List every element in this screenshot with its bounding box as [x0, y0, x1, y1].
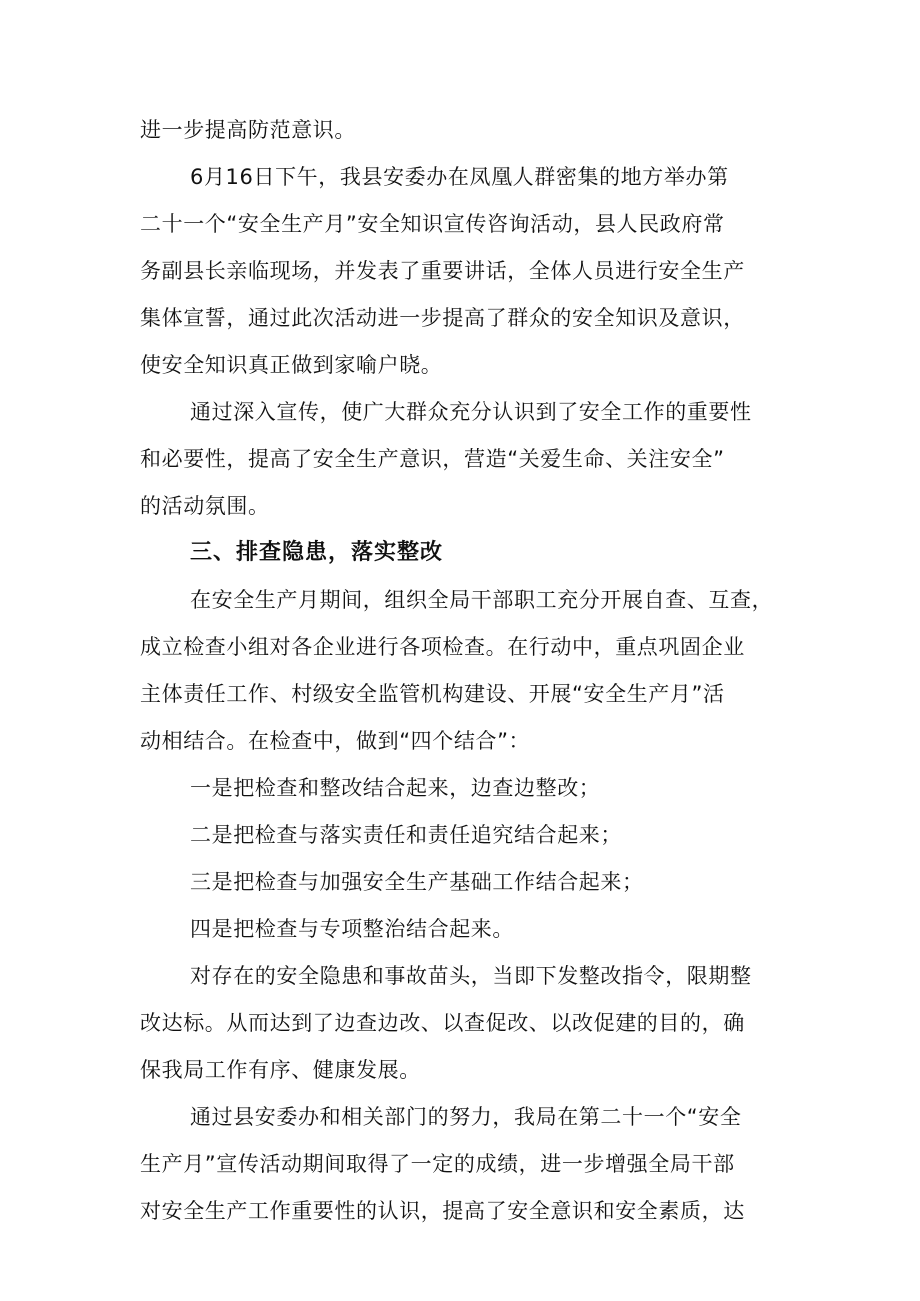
- body-text-line: 动相结合。在检查中，做到“四个结合”：: [140, 729, 531, 753]
- list-item-3: 三是把检查与加强安全生产基础工作结合起来；: [190, 870, 644, 894]
- body-text-line: 主体责任工作、村级安全监管机构建设、开展“安全生产月”活: [140, 682, 725, 706]
- list-item-2: 二是把检查与落实责任和责任追究结合起来；: [190, 823, 622, 847]
- body-text-line: 生产月”宣传活动期间取得了一定的成绩，进一步增强全局干部: [140, 1152, 735, 1176]
- body-text-line: 进一步提高防范意识。: [140, 118, 356, 142]
- body-text-line: 使安全知识真正做到家喻户晓。: [140, 353, 443, 377]
- paragraph-first-line: 在安全生产月期间，组织全局干部职工充分开展自查、互查，: [190, 588, 774, 612]
- body-text-line: 和必要性，提高了安全生产意识，营造“关爱生命、关注安全”: [140, 447, 725, 471]
- body-text-line: 的活动氛围。: [140, 494, 270, 518]
- paragraph-first-line: 6月16日下午，我县安委办在凤凰人群密集的地方举办第: [190, 165, 729, 189]
- paragraph-first-line: 对存在的安全隐患和事故苗头，当即下发整改指令，限期整: [190, 964, 752, 988]
- body-text-line: 二十一个“安全生产月”安全知识宣传咨询活动，县人民政府常: [140, 212, 725, 236]
- body-text-line: 成立检查小组对各企业进行各项检查。在行动中，重点巩固企业: [140, 635, 745, 659]
- body-text-line: 集体宣誓，通过此次活动进一步提高了群众的安全知识及意识，: [140, 306, 745, 330]
- body-text-line: 保我局工作有序、健康发展。: [140, 1058, 421, 1082]
- paragraph-first-line: 通过深入宣传，使广大群众充分认识到了安全工作的重要性: [190, 400, 752, 424]
- list-item-1: 一是把检查和整改结合起来，边查边整改；: [190, 776, 601, 800]
- body-text-line: 对安全生产工作重要性的认识，提高了安全意识和安全素质，达: [140, 1199, 745, 1223]
- body-text-line: 务副县长亲临现场，并发表了重要讲话，全体人员进行安全生产: [140, 259, 745, 283]
- section-heading: 三、排查隐患，落实整改: [190, 540, 444, 565]
- list-item-4: 四是把检查与专项整治结合起来。: [190, 917, 514, 941]
- body-text-line: 改达标。从而达到了边查边改、以查促改、以改促建的目的，确: [140, 1011, 745, 1035]
- paragraph-first-line: 通过县安委办和相关部门的努力，我局在第二十一个“安全: [190, 1105, 742, 1129]
